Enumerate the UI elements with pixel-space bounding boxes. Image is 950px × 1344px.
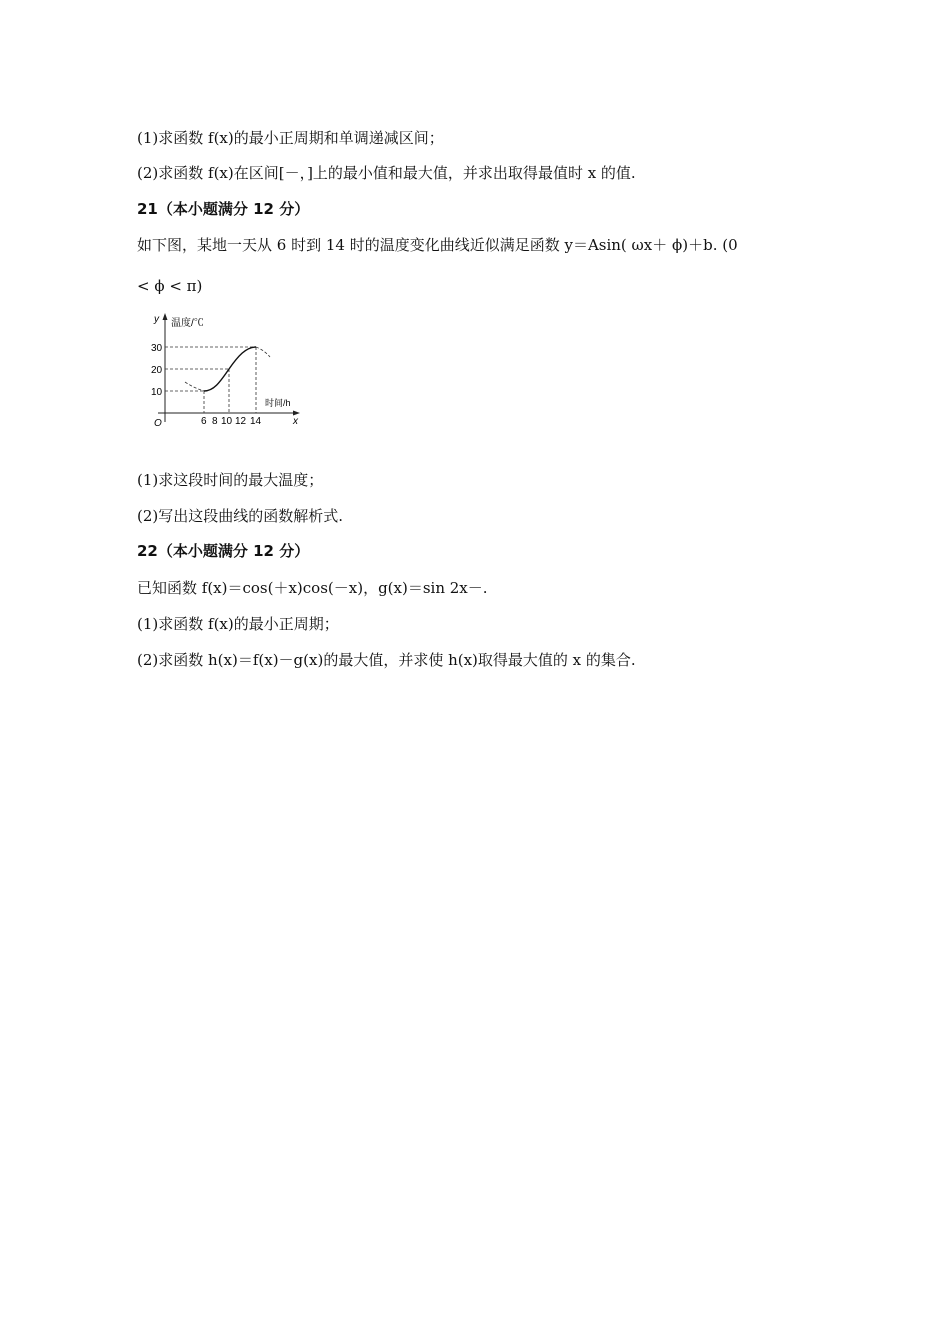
x-tick-10: 10: [221, 416, 233, 427]
q20-part2: (2)求函数 f(x)在区间[－，]上的最小值和最大值，并求出取得最值时 x 的值.: [137, 164, 636, 182]
x-unit-label: 时间/h: [265, 398, 291, 408]
y-tick-10: 10: [151, 387, 163, 398]
curve-extension-left: [185, 382, 204, 391]
q21-part1: (1)求这段时间的最大温度；: [137, 471, 324, 489]
q22-part2: (2)求函数 h(x)＝f(x)－g(x)的最大值，并求使 h(x)取得最大值的 x 的集合.: [137, 651, 636, 669]
origin-label: O: [154, 418, 162, 429]
q21-intro: 如下图，某地一天从 6 时到 14 时的温度变化曲线近似满足函数 y＝Asin( ωx＋ ϕ)＋b. (0: [137, 236, 738, 254]
x-tick-8: 8: [212, 416, 218, 427]
x-axis-label: x: [293, 416, 298, 427]
q20-part1: (1)求函数 f(x)的最小正周期和单调递减区间；: [137, 129, 444, 147]
y-axis-label: y: [154, 314, 159, 325]
y-tick-30: 30: [151, 343, 163, 354]
q22-part1: (1)求函数 f(x)的最小正周期；: [137, 615, 339, 633]
q22-intro: 已知函数 f(x)＝cos(＋x)cos(－x)，g(x)＝sin 2x－.: [137, 579, 488, 597]
temperature-curve-graph: [148, 310, 308, 430]
y-tick-20: 20: [151, 365, 163, 376]
q22-heading: 22（本小题满分 12 分）: [137, 542, 310, 560]
x-tick-14: 14: [250, 416, 262, 427]
y-unit-label: 温度/℃: [171, 318, 204, 329]
y-axis-arrow: [163, 313, 168, 320]
x-tick-12: 12: [235, 416, 247, 427]
x-tick-6: 6: [201, 416, 207, 427]
q21-condition: < ϕ < π): [137, 277, 203, 295]
q21-heading: 21（本小题满分 12 分）: [137, 200, 310, 218]
curve-extension-right: [256, 347, 270, 357]
q21-part2: (2)写出这段曲线的函数解析式.: [137, 507, 344, 525]
x-axis-arrow: [293, 411, 300, 416]
